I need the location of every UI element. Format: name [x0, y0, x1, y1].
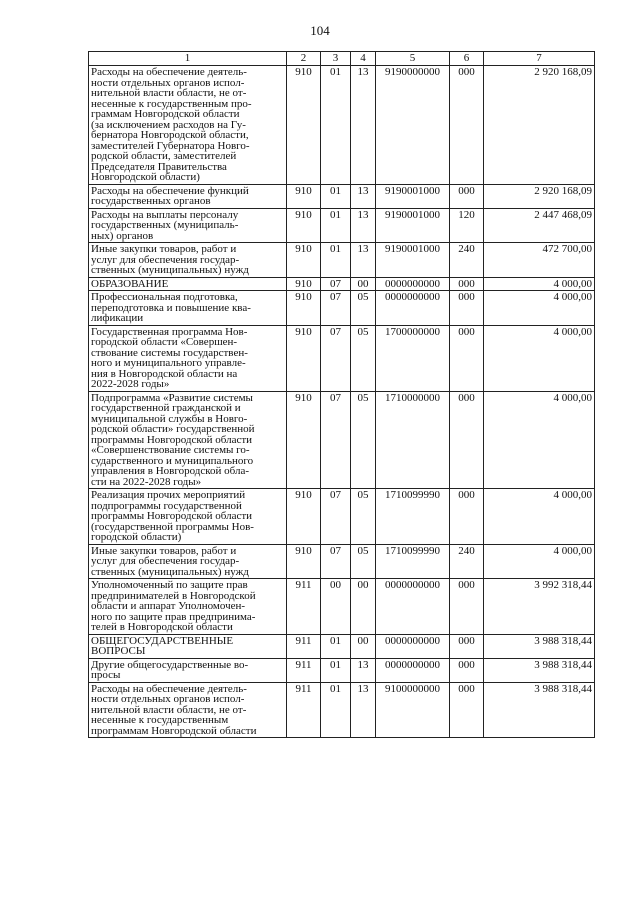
subsection-cell: 05	[351, 489, 376, 545]
row-name-cell	[89, 208, 287, 243]
subsection-cell: 13	[351, 66, 376, 185]
header-col-5: 5	[376, 52, 450, 66]
row-name-line: управления в Новгородской обла-	[91, 465, 250, 477]
section-cell: 01	[321, 634, 351, 658]
amount-cell: 4 000,00	[484, 291, 595, 326]
header-col-2: 2	[287, 52, 321, 66]
row-name-line: ности отдельных органов испол-	[91, 76, 245, 89]
section-cell: 07	[321, 291, 351, 326]
ministry-code-cell: 910	[287, 184, 321, 208]
row-name-cell	[89, 658, 287, 682]
subsection-cell: 05	[351, 325, 376, 391]
row-name-line: Профессиональная подготовка,	[91, 291, 238, 303]
target-article-cell: 1710000000	[376, 391, 450, 489]
target-article-cell: 1710099990	[376, 489, 450, 545]
row-name-line: сударственного и муниципального	[91, 454, 254, 467]
target-article-cell: 9190000000	[376, 66, 450, 185]
table-row	[89, 544, 595, 579]
row-name-line: Уполномоченный по защите прав	[91, 579, 248, 591]
row-name-cell	[89, 66, 287, 185]
row-name-line: Новгородской области)	[91, 171, 200, 183]
subsection-cell: 13	[351, 208, 376, 243]
expense-type-cell: 000	[450, 682, 484, 738]
row-name-line: ного и муниципального управле-	[91, 357, 246, 369]
row-name-line: муниципальной службы в Новго-	[91, 412, 248, 425]
table-row	[89, 291, 595, 326]
header-col-4: 4	[351, 52, 376, 66]
target-article-cell: 9190001000	[376, 243, 450, 278]
subsection-cell: 13	[351, 184, 376, 208]
section-cell: 07	[321, 544, 351, 579]
subsection-cell: 13	[351, 658, 376, 682]
table-row	[89, 579, 595, 635]
row-name-line: «Совершенствование системы го-	[91, 444, 250, 456]
row-name-line: нительной власти области, не от-	[91, 703, 247, 716]
expense-type-cell: 240	[450, 544, 484, 579]
section-cell: 01	[321, 658, 351, 682]
row-name-line: лификации	[91, 312, 144, 324]
subsection-cell: 05	[351, 544, 376, 579]
ministry-code-cell: 910	[287, 325, 321, 391]
row-name-line: программы Новгородской области	[91, 433, 253, 446]
row-name-line: ВОПРОСЫ	[91, 645, 146, 657]
table-row	[89, 682, 595, 738]
row-name-cell	[89, 682, 287, 738]
table-row	[89, 325, 595, 391]
expense-type-cell: 000	[450, 277, 484, 291]
row-name-line: программам Новгородской области	[91, 724, 257, 737]
ministry-code-cell: 911	[287, 634, 321, 658]
row-name-line: Другие общегосударственные во-	[91, 658, 249, 671]
row-name-line: предпринимателей в Новгородской	[91, 589, 256, 602]
row-name-line: области и аппарат Уполномочен-	[91, 600, 246, 612]
row-name-cell	[89, 489, 287, 545]
target-article-cell: 0000000000	[376, 658, 450, 682]
subsection-cell: 00	[351, 277, 376, 291]
row-name-line: программы Новгородской области	[91, 510, 253, 522]
row-name-cell	[89, 243, 287, 278]
amount-cell: 3 988 318,44	[484, 682, 595, 738]
header-col-7: 7	[484, 52, 595, 66]
amount-cell: 2 920 168,09	[484, 66, 595, 185]
row-name-line: граммам Новгородской области	[91, 108, 240, 120]
row-name-line: городской области)	[91, 531, 182, 543]
subsection-cell: 05	[351, 391, 376, 489]
row-name-line: бернатора Новгородской области,	[91, 129, 249, 141]
amount-cell: 3 992 318,44	[484, 579, 595, 635]
row-name-line: ного по защите прав предпринима-	[91, 610, 256, 623]
subsection-cell: 13	[351, 243, 376, 278]
target-article-cell: 9100000000	[376, 682, 450, 738]
row-name-line: ОБРАЗОВАНИЕ	[91, 277, 169, 290]
row-name-line: несенные к государственным	[91, 714, 229, 726]
amount-cell: 3 988 318,44	[484, 634, 595, 658]
ministry-code-cell: 910	[287, 66, 321, 185]
ministry-code-cell: 911	[287, 579, 321, 635]
table-row	[89, 66, 595, 185]
row-name-line: нительной власти области, не от-	[91, 87, 247, 99]
row-name-line: сти на 2022-2028 годы»	[91, 475, 202, 488]
row-name-line: подпрограммы государственной	[91, 499, 242, 512]
target-article-cell: 0000000000	[376, 634, 450, 658]
table-row	[89, 208, 595, 243]
row-name-cell	[89, 184, 287, 208]
row-name-cell	[89, 277, 287, 291]
section-cell: 07	[321, 391, 351, 489]
target-article-cell: 1710099990	[376, 544, 450, 579]
header-col-1: 1	[89, 52, 287, 66]
row-name-line: ствование системы государствен-	[91, 346, 248, 359]
row-name-line: Расходы на выплаты персоналу	[91, 208, 239, 221]
section-cell: 01	[321, 208, 351, 243]
row-name-line: ственных (муниципальных) нужд	[91, 264, 249, 276]
table-row	[89, 277, 595, 291]
subsection-cell: 13	[351, 682, 376, 738]
amount-cell: 4 000,00	[484, 325, 595, 391]
row-name-cell	[89, 325, 287, 391]
row-name-line: Председателя Правительства	[91, 160, 227, 173]
target-article-cell: 0000000000	[376, 579, 450, 635]
row-name-line: Иные закупки товаров, работ и	[91, 544, 237, 557]
row-name-cell	[89, 634, 287, 658]
row-name-line: ственных (муниципальных) нужд	[91, 565, 249, 578]
header-col-6: 6	[450, 52, 484, 66]
target-article-cell: 0000000000	[376, 291, 450, 326]
subsection-cell: 05	[351, 291, 376, 326]
budget-table	[88, 51, 595, 738]
row-name-line: ния в Новгородской области на	[91, 367, 238, 380]
expense-type-cell: 240	[450, 243, 484, 278]
ministry-code-cell: 910	[287, 291, 321, 326]
row-name-cell	[89, 579, 287, 635]
expense-type-cell: 000	[450, 634, 484, 658]
row-name-line: переподготовка и повышение ква-	[91, 301, 251, 314]
section-cell: 00	[321, 579, 351, 635]
table-row	[89, 391, 595, 489]
expense-type-cell: 000	[450, 391, 484, 489]
expense-type-cell: 000	[450, 489, 484, 545]
subsection-cell: 00	[351, 634, 376, 658]
section-cell: 07	[321, 489, 351, 545]
subsection-cell: 00	[351, 579, 376, 635]
row-name-line: (за исключением расходов на Гу-	[91, 118, 246, 131]
row-name-line: Расходы на обеспечение деятель-	[91, 66, 247, 78]
row-name-line: государственных (муниципаль-	[91, 219, 239, 231]
row-name-line: Реализация прочих мероприятий	[91, 489, 246, 501]
row-name-cell	[89, 391, 287, 489]
row-name-line: услуг для обеспечения государ-	[91, 253, 240, 266]
section-cell: 01	[321, 682, 351, 738]
row-name-line: ОБЩЕГОСУДАРСТВЕННЫЕ	[91, 634, 234, 647]
amount-cell: 4 000,00	[484, 489, 595, 545]
ministry-code-cell: 910	[287, 208, 321, 243]
section-cell: 01	[321, 66, 351, 185]
amount-cell: 2 920 168,09	[484, 184, 595, 208]
amount-cell: 2 447 468,09	[484, 208, 595, 243]
amount-cell: 4 000,00	[484, 544, 595, 579]
row-name-line: заместителей Губернатора Новго-	[91, 139, 250, 152]
ministry-code-cell: 911	[287, 682, 321, 738]
amount-cell: 3 988 318,44	[484, 658, 595, 682]
page-number: 104	[310, 23, 330, 38]
table-header-row	[89, 52, 595, 66]
expense-type-cell: 000	[450, 66, 484, 185]
target-article-cell: 9190001000	[376, 184, 450, 208]
amount-cell: 4 000,00	[484, 391, 595, 489]
expense-type-cell: 000	[450, 658, 484, 682]
table-row	[89, 634, 595, 658]
expense-type-cell: 000	[450, 291, 484, 326]
row-name-cell	[89, 544, 287, 579]
ministry-code-cell: 911	[287, 658, 321, 682]
target-article-cell: 1700000000	[376, 325, 450, 391]
row-name-line: (государственной программы Нов-	[91, 520, 254, 533]
ministry-code-cell: 910	[287, 544, 321, 579]
ministry-code-cell: 910	[287, 243, 321, 278]
row-name-line: Государственная программа Нов-	[91, 325, 248, 338]
row-name-line: родской области, заместителей	[91, 150, 237, 162]
row-name-line: несенные к государственным про-	[91, 97, 252, 110]
row-name-line: родской области» государственной	[91, 423, 255, 435]
row-name-cell	[89, 291, 287, 326]
table-row	[89, 184, 595, 208]
amount-cell: 4 000,00	[484, 277, 595, 291]
expense-type-cell: 000	[450, 184, 484, 208]
table-row	[89, 658, 595, 682]
table-row	[89, 489, 595, 545]
section-cell: 07	[321, 277, 351, 291]
row-name-line: Иные закупки товаров, работ и	[91, 243, 237, 255]
row-name-line: Подпрограмма «Развитие системы	[91, 391, 253, 404]
target-article-cell: 0000000000	[376, 277, 450, 291]
ministry-code-cell: 910	[287, 391, 321, 489]
header-col-3: 3	[321, 52, 351, 66]
row-name-line: Расходы на обеспечение деятель-	[91, 682, 247, 695]
expense-type-cell: 000	[450, 579, 484, 635]
row-name-line: услуг для обеспечения государ-	[91, 555, 240, 567]
section-cell: 01	[321, 184, 351, 208]
expense-type-cell: 120	[450, 208, 484, 243]
row-name-line: просы	[91, 669, 121, 681]
row-name-line: телей в Новгородской области	[91, 621, 233, 633]
row-name-line: 2022-2028 годы»	[91, 378, 170, 390]
row-name-line: ных) органов	[91, 229, 154, 242]
target-article-cell: 9190001000	[376, 208, 450, 243]
ministry-code-cell: 910	[287, 277, 321, 291]
row-name-line: государственной гражданской и	[91, 402, 241, 414]
table-row	[89, 243, 595, 278]
row-name-line: ности отдельных органов испол-	[91, 693, 245, 705]
ministry-code-cell: 910	[287, 489, 321, 545]
section-cell: 01	[321, 243, 351, 278]
row-name-line: государственных органов	[91, 195, 211, 207]
row-name-line: городской области «Совершен-	[91, 336, 238, 348]
expense-type-cell: 000	[450, 325, 484, 391]
amount-cell: 472 700,00	[484, 243, 595, 278]
row-name-line: Расходы на обеспечение функций	[91, 184, 249, 197]
section-cell: 07	[321, 325, 351, 391]
